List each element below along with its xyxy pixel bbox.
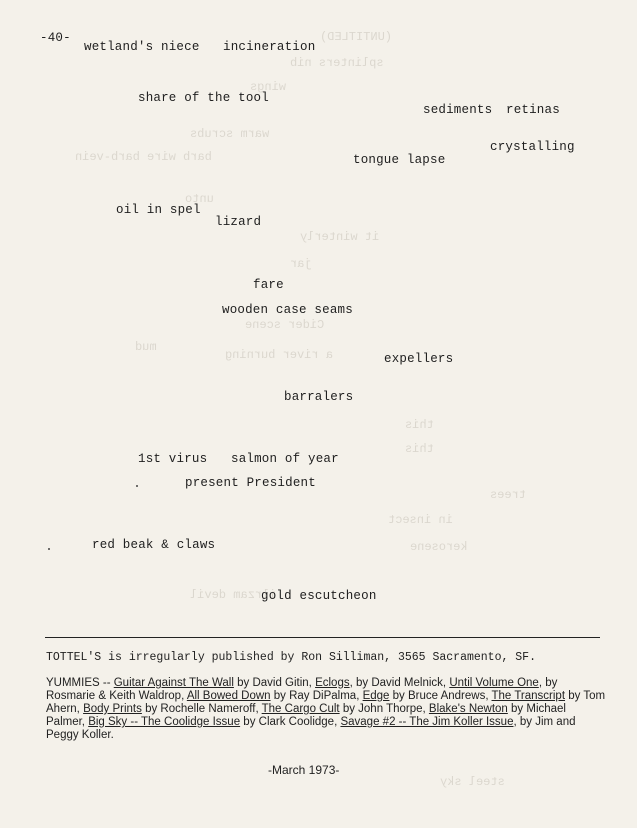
bleed-through-text: kerosene xyxy=(410,540,468,554)
bleed-through-text: in insect xyxy=(388,513,453,527)
poem-word: wooden case seams xyxy=(222,303,353,317)
poem-word: retinas xyxy=(506,103,560,117)
book-title: Edge xyxy=(362,690,390,702)
divider-rule xyxy=(45,637,600,638)
poem-word: crystalling xyxy=(490,140,575,154)
poem-word: red beak & claws xyxy=(92,538,216,552)
bleed-through-text: splinters nib xyxy=(290,56,384,70)
bleed-through-text: (UNTITLED) xyxy=(320,30,393,44)
bleed-through-text: steel sky xyxy=(440,775,505,789)
stray-mark xyxy=(48,548,50,550)
poem-word: sediments xyxy=(423,103,493,117)
bleed-through-text: unto xyxy=(185,192,214,206)
issue-date: -March 1973- xyxy=(268,763,340,777)
yummies-text: by Rochelle Nameroff, xyxy=(141,703,262,715)
page-number: -40- xyxy=(40,31,71,45)
yummies-text: , by Rosmarie & Keith Waldrop, xyxy=(46,677,558,702)
yummies-text: , by David Melnick, xyxy=(349,677,450,689)
poem-word: 1st virus xyxy=(138,452,208,466)
yummies-text: YUMMIES -- xyxy=(46,677,114,689)
yummies-text: by Michael Palmer, xyxy=(46,703,566,728)
book-title: Body Prints xyxy=(83,703,142,715)
bleed-through-text: warm scrubs xyxy=(190,127,270,141)
poem-word: barralers xyxy=(284,390,354,404)
book-title: All Bowed Down xyxy=(186,690,271,702)
poem-word: incineration xyxy=(223,40,316,54)
bleed-through-text: wings xyxy=(250,80,287,94)
yummies-paragraph xyxy=(46,677,606,742)
poem-word: share of the tool xyxy=(138,91,269,105)
yummies-text: , by Jim and Peggy Koller. xyxy=(46,716,576,741)
stray-mark xyxy=(136,485,138,487)
yummies-text: by Ray DiPalma, xyxy=(270,690,363,702)
yummies-text: by Clark Coolidge, xyxy=(240,716,341,728)
poem-word: salmon of year xyxy=(231,452,339,466)
book-title: The Cargo Cult xyxy=(261,703,340,715)
book-title: Blake's Newton xyxy=(428,703,508,715)
bleed-through-text: mud xyxy=(135,340,157,354)
bleed-through-text: barb wire barb-vein xyxy=(75,150,212,164)
yummies-text: by Bruce Andrews, xyxy=(389,690,492,702)
bleed-through-text: this xyxy=(405,418,434,432)
book-title: Eclogs xyxy=(315,677,350,689)
poem-word: oil in spel xyxy=(116,203,201,217)
bleed-through-text: jar xyxy=(290,257,312,271)
book-title: Big Sky -- The Coolidge Issue xyxy=(88,716,241,728)
bleed-through-text: a river burning xyxy=(225,348,334,362)
poem-word: fare xyxy=(253,278,284,292)
publication-note: TOTTEL'S is irregularly published by Ron Silliman, 3565 Sacramento, SF. xyxy=(46,651,536,664)
book-title: Until Volume One xyxy=(449,677,539,689)
poem-word: expellers xyxy=(384,352,454,366)
yummies-text: by David Gitin, xyxy=(233,677,316,689)
book-title: Guitar Against The Wall xyxy=(113,677,234,689)
bleed-through-text: it winterly xyxy=(300,230,380,244)
bleed-through-text: ilrzam devil xyxy=(190,588,277,602)
bleed-through-text: this xyxy=(405,442,434,456)
bleed-through-text: Cider scene xyxy=(245,318,325,332)
poem-word: tongue lapse xyxy=(353,153,446,167)
book-title: Savage #2 -- The Jim Koller Issue xyxy=(340,716,514,728)
bleed-through-text: trees xyxy=(490,488,527,502)
yummies-text: by Tom Ahern, xyxy=(46,690,606,715)
poem-word: wetland's niece xyxy=(84,40,200,54)
poem-word: gold escutcheon xyxy=(261,589,377,603)
book-title: The Transcript xyxy=(491,690,566,702)
poem-word: present President xyxy=(185,476,316,490)
poem-word: lizard xyxy=(215,215,262,229)
yummies-text: by John Thorpe, xyxy=(339,703,429,715)
